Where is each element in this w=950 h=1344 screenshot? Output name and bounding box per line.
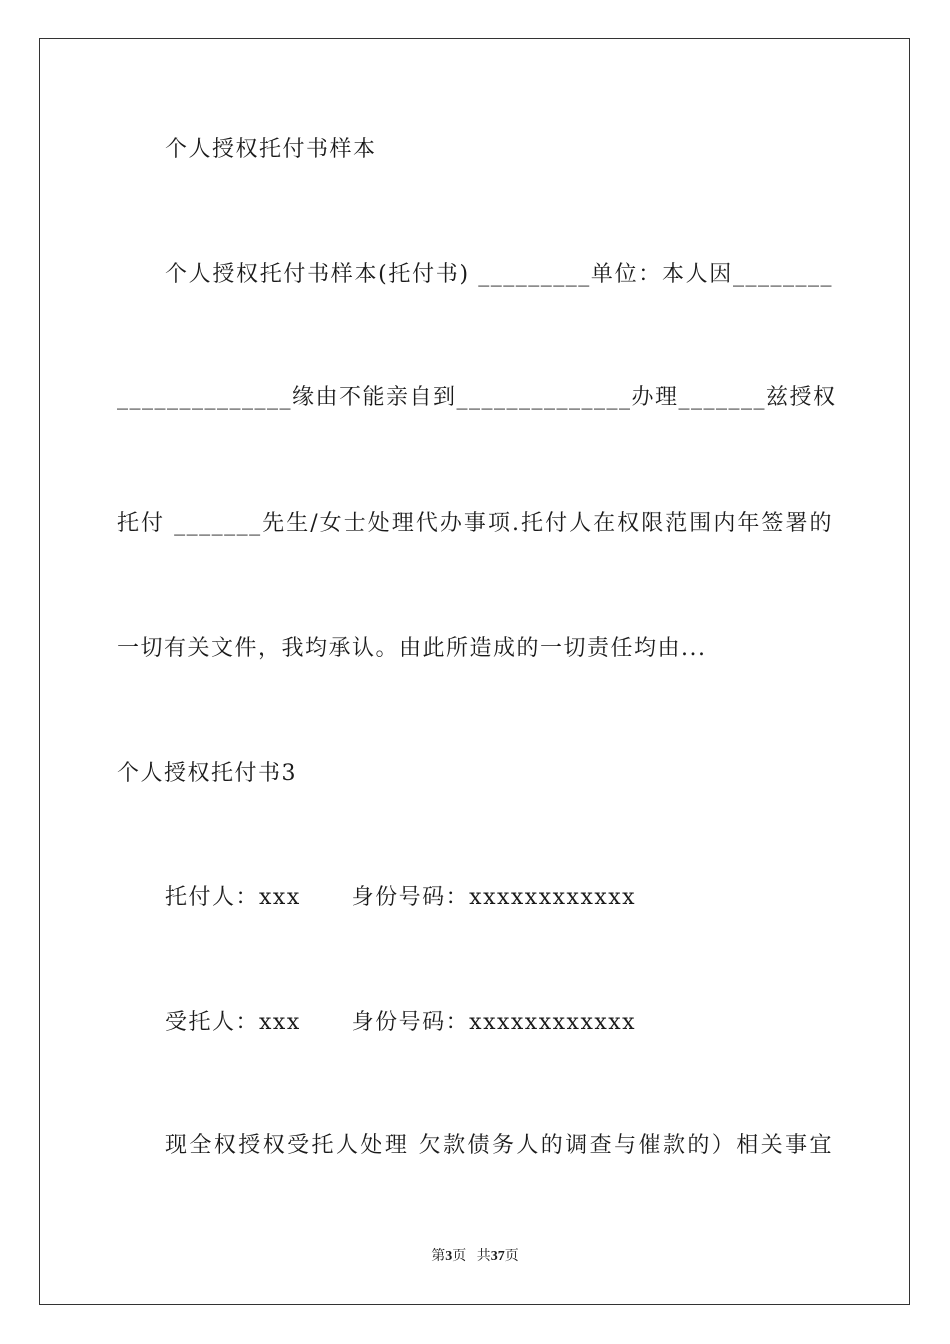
footer-page-number: 3 [445, 1249, 453, 1264]
footer-total-prefix: 共 [476, 1249, 491, 1264]
document-title: 个人授权托付书样本 [165, 137, 377, 162]
footer-total-suffix: 页 [504, 1249, 519, 1264]
section-heading: 个人授权托付书3 [117, 761, 297, 786]
footer-page-suffix: 页 [452, 1249, 467, 1264]
principal-line: 托付人：xxx 身份号码：xxxxxxxxxxxx [165, 885, 637, 910]
agent-line: 受托人：xxx 身份号码：xxxxxxxxxxxx [165, 1010, 637, 1035]
footer-total-pages: 37 [490, 1249, 505, 1264]
authorization-line: 现全权授权受托人处理 欠款债务人的调查与催款的）相关事宜 [165, 1133, 833, 1158]
paragraph-line-3: 托付 _______先生/女士处理代办事项.托付人在权限范围内年签署的 [117, 511, 833, 536]
footer-page-prefix: 第 [431, 1249, 446, 1264]
page-footer [0, 1247, 950, 1267]
paragraph-line-2: ______________缘由不能亲自到______________办理_______兹授权 [117, 385, 837, 410]
page-border [39, 38, 910, 1305]
paragraph-line-4: 一切有关文件，我均承认。由此所造成的一切责任均由... [117, 636, 707, 661]
paragraph-line-1: 个人授权托付书样本(托付书) _________单位：本人因________ [165, 262, 833, 287]
